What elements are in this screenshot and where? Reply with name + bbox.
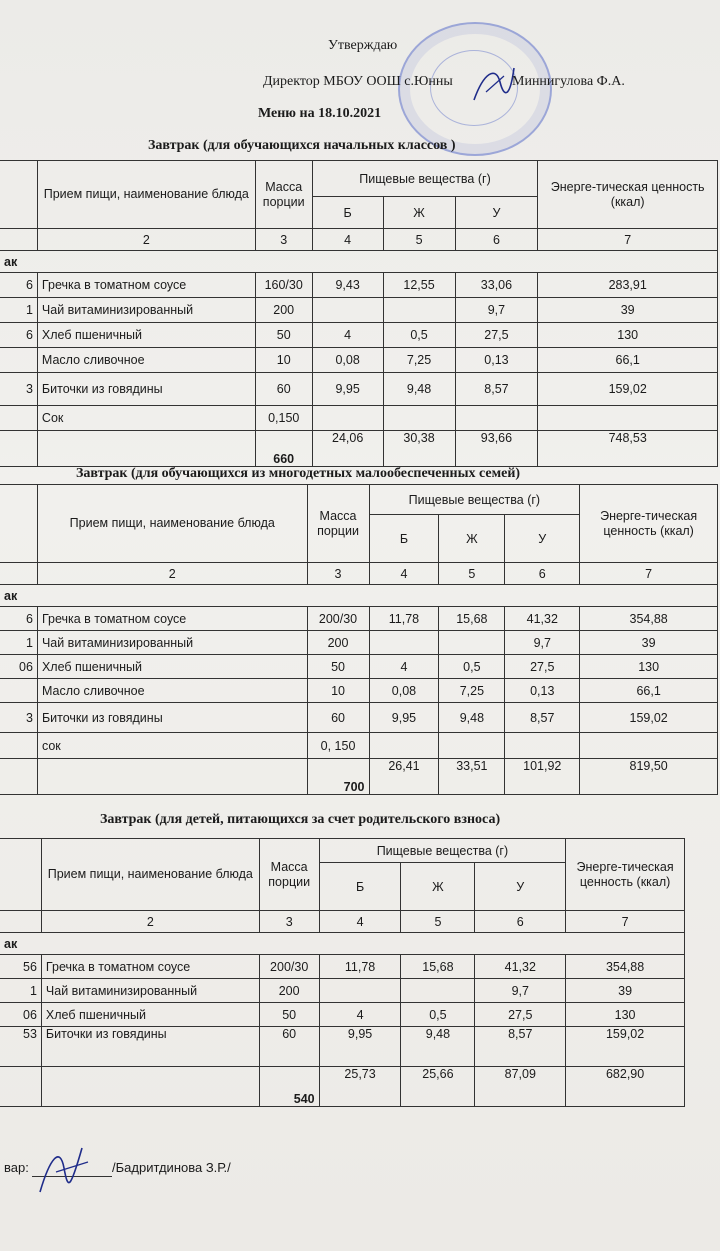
col-meal-header: Прием пищи, наименование блюда [41,839,259,911]
col-num: 2 [37,563,307,585]
table1-title: Завтрак (для обучающихся начальных классов ) [148,138,456,153]
table-row: Сок 0,150 [0,406,718,431]
col-meal-header: Прием пищи, наименование блюда [37,485,307,563]
table-row: 06 Хлеб пшеничный 50 4 0,5 27,5 130 [0,1003,685,1027]
col-nutrients-header: Пищевые вещества (г) [369,485,580,515]
table-row: сок 0, 150 [0,733,718,759]
col-nutrients-header: Пищевые вещества (г) [312,161,538,197]
col-num: 7 [580,563,718,585]
col-num: 5 [439,563,505,585]
director-name: Миннигулова Ф.А. [512,74,625,89]
col-num: 4 [369,563,439,585]
col-zh: Ж [401,863,475,911]
col-b: Б [312,197,383,229]
table-row: 1 Чай витаминизированный 200 9,7 39 [0,631,718,655]
col-num: 6 [455,229,538,251]
col-num: 5 [401,911,475,933]
col-b: Б [369,515,439,563]
col-num: 6 [475,911,566,933]
table-row: 56 Гречка в томатном соусе 200/30 11,78 15,68 41,32 354,88 [0,955,685,979]
table-row: 53 Биточки из говядины 60 9,95 9,48 8,57 159,02 [0,1027,685,1067]
col-mass-header: Масса порции [307,485,369,563]
table3-title: Завтрак (для детей, питающихся за счет родительского взноса) [100,812,501,827]
col-num: 6 [505,563,580,585]
table-row: 1 Чай витаминизированный 200 9,7 39 [0,979,685,1003]
col-energy-header: Энерге-тическая ценность (ккал) [538,161,718,229]
table2-title: Завтрак (для обучающихся из многодетных малообеспеченных семей) [76,466,521,481]
director-title: Директор МБОУ ООШ с.Юнны [263,74,453,89]
col-num: 5 [383,229,455,251]
col-mass-header: Масса порции [255,161,312,229]
table-row: 6 Хлеб пшеничный 50 4 0,5 27,5 130 [0,323,718,348]
menu-table-large-families [0,484,718,795]
col-zh: Ж [383,197,455,229]
cook-name: /Бадритдинова З.Р./ [112,1160,231,1175]
col-energy-header: Энерге-тическая ценность (ккал) [580,485,718,563]
table-row: Масло сливочное 10 0,08 7,25 0,13 66,1 [0,679,718,703]
table-row: 6 Гречка в томатном соусе 160/30 9,43 12,55 33,06 283,91 [0,273,718,298]
table-row: 6 Гречка в томатном соусе 200/30 11,78 15,68 41,32 354,88 [0,607,718,631]
col-nutrients-header: Пищевые вещества (г) [319,839,566,863]
col-num: 7 [566,911,685,933]
col-energy-header: Энерге-тическая ценность (ккал) [566,839,685,911]
col-mass-header: Масса порции [259,839,319,911]
col-num: 4 [319,911,401,933]
col-num: 3 [255,229,312,251]
col-b: Б [319,863,401,911]
table-row: 3 Биточки из говядины 60 9,95 9,48 8,57 159,02 [0,703,718,733]
col-u: У [455,197,538,229]
col-num: 2 [37,229,255,251]
section-label: ак [0,933,685,955]
table-row: 06 Хлеб пшеничный 50 4 0,5 27,5 130 [0,655,718,679]
col-num: 4 [312,229,383,251]
col-zh: Ж [439,515,505,563]
col-num: 7 [538,229,718,251]
menu-date: Меню на 18.10.2021 [258,106,382,121]
col-meal-header: Прием пищи, наименование блюда [37,161,255,229]
menu-table-primary [0,160,718,467]
col-u: У [475,863,566,911]
total-row: 540 25,73 25,66 87,09 682,90 [0,1067,685,1107]
director-signature [470,62,518,106]
total-row: 700 26,41 33,51 101,92 819,50 [0,759,718,795]
cook-signature [34,1138,94,1198]
table-row: 1 Чай витаминизированный 200 9,7 39 [0,298,718,323]
col-num: 2 [41,911,259,933]
table-row: Масло сливочное 10 0,08 7,25 0,13 66,1 [0,348,718,373]
approve-label: Утверждаю [328,38,398,53]
section-label: ак [0,585,718,607]
menu-table-parent-paid [0,838,685,1107]
table-row: 3 Биточки из говядины 60 9,95 9,48 8,57 159,02 [0,373,718,406]
section-label: ак [0,251,718,273]
col-num: 3 [307,563,369,585]
footer-role: вар: [4,1160,29,1175]
total-row: 660 24,06 30,38 93,66 748,53 [0,431,718,467]
col-num: 3 [259,911,319,933]
col-u: У [505,515,580,563]
